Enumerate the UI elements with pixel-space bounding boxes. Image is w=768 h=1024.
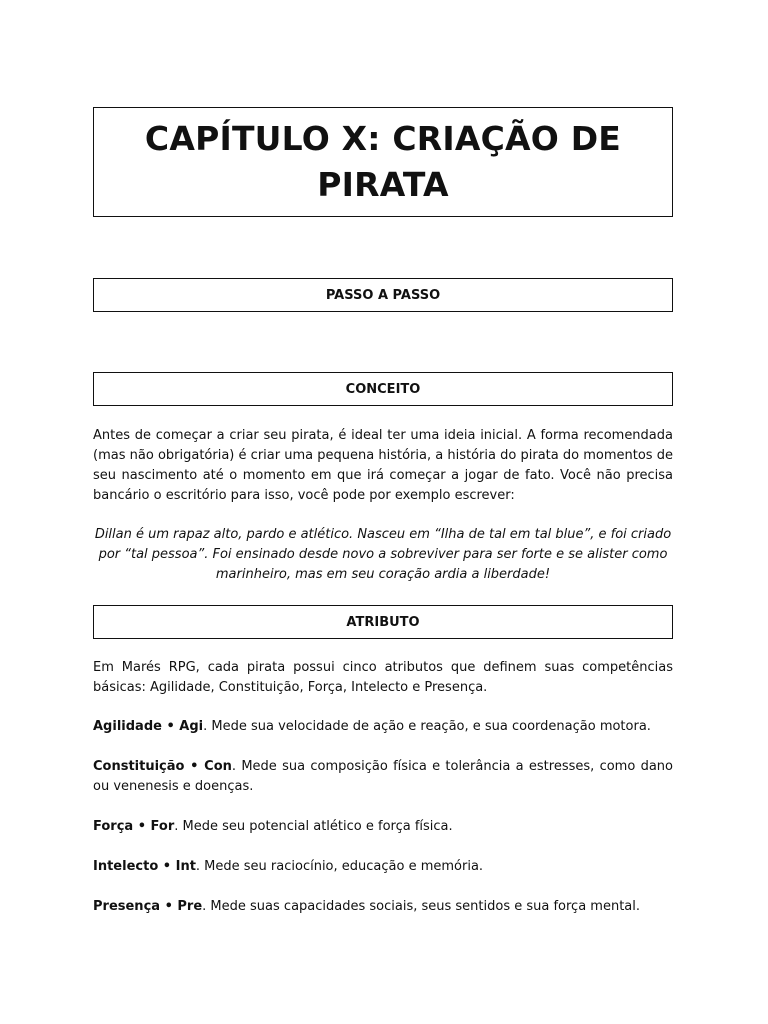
section-header-passo: PASSO A PASSO <box>93 278 673 312</box>
conceito-intro: Antes de começar a criar seu pirata, é ideal ter uma ideia inicial. A forma recomendada (mas não obrigatória) é criar uma pequena história, a história do pirata do momentos de seu nascimento até o momento em que irá começar a jogar de fato. Você não precisa bancário o escritório para isso, você pode por exemplo escrever: <box>93 428 673 503</box>
attribute-name: Constituição • Con <box>93 759 232 774</box>
chapter-title: CAPÍTULO X: CRIAÇÃO DE PIRATA <box>144 119 622 204</box>
attribute-description: . Mede sua velocidade de ação e reação, e sua coordenação motora. <box>203 719 651 734</box>
attribute-intelecto <box>93 857 673 877</box>
atributo-intro: Em Marés RPG, cada pirata possui cinco atributos que definem suas competências básicas: Agilidade, Constituição, Força, Intelecto e Presença. <box>93 660 673 695</box>
section-header-atributo: ATRIBUTO <box>93 605 673 639</box>
attribute-forca <box>93 817 673 837</box>
attribute-name: Agilidade • Agi <box>93 719 204 734</box>
chapter-title-box <box>93 107 673 217</box>
attribute-agilidade <box>93 717 673 737</box>
attribute-name: Força • For <box>93 819 175 834</box>
attribute-description: . Mede seu raciocínio, educação e memória. <box>195 859 484 874</box>
attribute-description: . Mede suas capacidades sociais, seus sentidos e sua força mental. <box>202 899 641 914</box>
attribute-description: . Mede seu potencial atlético e força física. <box>174 819 453 834</box>
document-page <box>93 107 673 917</box>
conceito-example: Dillan é um rapaz alto, pardo e atlético. Nasceu em “Ilha de tal em tal blue”, e foi criado por “tal pessoa”. Foi ensinado desde novo a sobreviver para ser forte e se alister como marinheiro, mas em seu coração ardia a liberdade! <box>94 527 672 582</box>
attribute-presenca <box>93 897 673 917</box>
attribute-name: Presença • Pre <box>93 899 203 914</box>
section-header-conceito: CONCEITO <box>93 372 673 406</box>
attribute-description: . Mede sua composição física e tolerância a estresses, como dano ou venenesis e doenças. <box>93 759 673 794</box>
attribute-name: Intelecto • Int <box>93 859 196 874</box>
attribute-constituicao <box>93 757 673 797</box>
